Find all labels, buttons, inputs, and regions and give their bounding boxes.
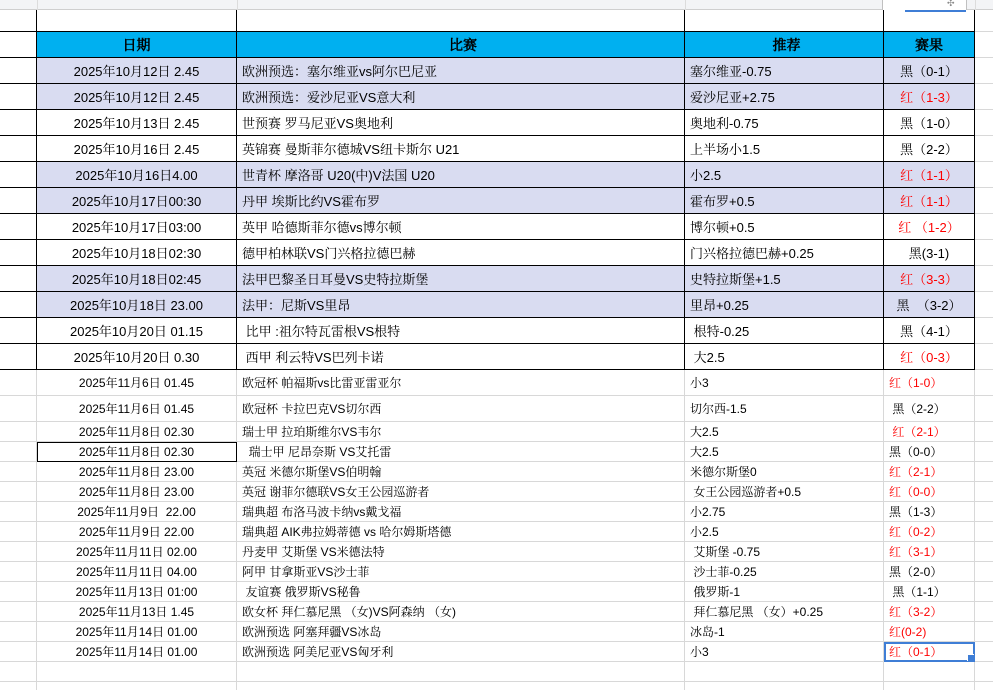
- row-stub-cell[interactable]: [0, 682, 37, 690]
- empty-cell[interactable]: [37, 682, 237, 690]
- date-cell[interactable]: 2025年11月8日 02.30: [37, 442, 237, 462]
- row-stub-cell[interactable]: [0, 162, 37, 188]
- empty-cell[interactable]: [37, 10, 237, 32]
- margin-cell: [975, 522, 993, 542]
- date-cell[interactable]: 2025年10月17日00:30: [37, 188, 237, 214]
- table-row: [0, 582, 993, 602]
- tip-cell[interactable]: 史特拉斯堡+1.5: [685, 266, 884, 292]
- match-cell[interactable]: 德甲柏林联VS门兴格拉德巴赫: [237, 240, 685, 266]
- row-stub-cell[interactable]: [0, 10, 37, 32]
- row-stub-cell[interactable]: [0, 240, 37, 266]
- result-cell[interactable]: 红（1-1）: [884, 188, 975, 214]
- row-stub-cell[interactable]: [0, 602, 37, 622]
- match-cell[interactable]: 阿甲 甘拿斯亚VS沙士菲: [237, 562, 685, 582]
- column-gridline: [37, 0, 38, 10]
- tip-cell[interactable]: 女王公园巡游者+0.5: [685, 482, 884, 502]
- table-row: [0, 162, 993, 188]
- match-cell[interactable]: 瑞典超 AIK弗拉姆蒂德 vs 哈尔姆斯塔德: [237, 522, 685, 542]
- table-row: [0, 110, 993, 136]
- row-stub-cell[interactable]: [0, 522, 37, 542]
- empty-cell[interactable]: [237, 682, 685, 690]
- row-stub-cell[interactable]: [0, 622, 37, 642]
- margin-cell: [975, 542, 993, 562]
- header-cell-match[interactable]: 比赛: [237, 32, 685, 58]
- result-cell[interactable]: 黑（0-1）: [884, 58, 975, 84]
- date-cell[interactable]: 2025年11月8日 02.30: [37, 422, 237, 442]
- tip-cell[interactable]: 上半场小1.5: [685, 136, 884, 162]
- row-stub-cell[interactable]: [0, 482, 37, 502]
- match-cell[interactable]: 英甲 哈德斯菲尔德vs博尔顿: [237, 214, 685, 240]
- row-stub-cell[interactable]: [0, 422, 37, 442]
- margin-cell: [975, 622, 993, 642]
- tip-cell[interactable]: 沙士菲-0.25: [685, 562, 884, 582]
- tip-cell[interactable]: 大2.5: [685, 344, 884, 370]
- table-row: [0, 422, 993, 442]
- date-cell[interactable]: 2025年11月6日 01.45: [37, 396, 237, 422]
- result-cell[interactable]: 红（1-3）: [884, 84, 975, 110]
- row-stub-cell[interactable]: [0, 136, 37, 162]
- tip-cell[interactable]: 门兴格拉德巴赫+0.25: [685, 240, 884, 266]
- empty-cell[interactable]: [884, 682, 975, 690]
- row-stub-cell[interactable]: [0, 110, 37, 136]
- table-row: [0, 542, 993, 562]
- empty-row: [0, 682, 993, 690]
- table-row: [0, 136, 993, 162]
- table-header-row: [0, 32, 993, 58]
- row-stub-cell[interactable]: [0, 344, 37, 370]
- margin-cell: [975, 162, 993, 188]
- table-row: [0, 462, 993, 482]
- table-row: [0, 482, 993, 502]
- date-cell[interactable]: 2025年10月16日 2.45: [37, 136, 237, 162]
- result-cell[interactable]: 黑（2-0）: [884, 562, 975, 582]
- table-row: [0, 602, 993, 622]
- tip-cell[interactable]: 切尔西-1.5: [685, 396, 884, 422]
- row-stub-cell[interactable]: [0, 396, 37, 422]
- empty-cell[interactable]: [237, 10, 685, 32]
- row-stub-cell[interactable]: [0, 662, 37, 682]
- table-row: [0, 562, 993, 582]
- empty-cell[interactable]: [685, 682, 884, 690]
- date-cell[interactable]: 2025年10月13日 2.45: [37, 110, 237, 136]
- tip-cell[interactable]: 拜仁慕尼黑 （女）+0.25: [685, 602, 884, 622]
- date-cell[interactable]: 2025年10月18日02:30: [37, 240, 237, 266]
- table-row: [0, 188, 993, 214]
- result-cell[interactable]: 黑(3-1): [884, 240, 975, 266]
- result-cell[interactable]: 红（0-0）: [884, 482, 975, 502]
- margin-cell: [975, 462, 993, 482]
- header-cell-result[interactable]: 赛果: [884, 32, 975, 58]
- margin-cell: [975, 662, 993, 682]
- margin-cell: [975, 136, 993, 162]
- date-cell[interactable]: 2025年11月14日 01.00: [37, 642, 237, 662]
- tip-cell[interactable]: 奥地利-0.75: [685, 110, 884, 136]
- match-cell[interactable]: 欧冠杯 帕福斯vs比雷亚雷亚尔: [237, 370, 685, 396]
- margin-cell: [975, 110, 993, 136]
- row-stub-cell[interactable]: [0, 318, 37, 344]
- match-cell[interactable]: 欧冠杯 卡拉巴克VS切尔西: [237, 396, 685, 422]
- table-row: [0, 214, 993, 240]
- match-cell[interactable]: 世预赛 罗马尼亚VS奥地利: [237, 110, 685, 136]
- margin-cell: [975, 10, 993, 32]
- empty-row: [0, 662, 993, 682]
- tip-cell[interactable]: 博尔顿+0.5: [685, 214, 884, 240]
- margin-cell: [975, 214, 993, 240]
- row-stub-cell[interactable]: [0, 642, 37, 662]
- table-row: [0, 522, 993, 542]
- match-cell[interactable]: 友谊赛 俄罗斯VS秘鲁: [237, 582, 685, 602]
- margin-cell: [975, 502, 993, 522]
- match-cell[interactable]: 丹甲 埃斯比约VS霍布罗: [237, 188, 685, 214]
- match-cell[interactable]: 欧洲预选：塞尔维亚vs阿尔巴尼亚: [237, 58, 685, 84]
- match-cell[interactable]: 比甲 :祖尔特瓦雷根VS根特: [237, 318, 685, 344]
- tip-cell[interactable]: 冰岛-1: [685, 622, 884, 642]
- tip-cell[interactable]: 米德尔斯堡0: [685, 462, 884, 482]
- table-body: [0, 58, 993, 662]
- match-cell[interactable]: 瑞士甲 尼昂奈斯 VS艾托雷: [237, 442, 685, 462]
- date-cell[interactable]: 2025年11月11日 04.00: [37, 562, 237, 582]
- column-gridline: [975, 0, 976, 10]
- empty-cell[interactable]: [884, 662, 975, 682]
- tip-cell[interactable]: 小2.75: [685, 502, 884, 522]
- match-cell[interactable]: 法甲：尼斯VS里昂: [237, 292, 685, 318]
- margin-cell: [975, 370, 993, 396]
- date-cell[interactable]: 2025年11月8日 23.00: [37, 482, 237, 502]
- result-cell[interactable]: 黑（2-2）: [884, 396, 975, 422]
- tip-cell[interactable]: 大2.5: [685, 422, 884, 442]
- tip-cell[interactable]: 塞尔维亚-0.75: [685, 58, 884, 84]
- match-cell[interactable]: 世青杯 摩洛哥 U20(中)V法国 U20: [237, 162, 685, 188]
- margin-cell: [975, 240, 993, 266]
- top-row-strip: [0, 0, 993, 10]
- margin-cell: [975, 344, 993, 370]
- table-row: [0, 292, 993, 318]
- row-stub-cell[interactable]: [0, 32, 37, 58]
- result-cell[interactable]: 红（0-3）: [884, 344, 975, 370]
- date-cell[interactable]: 2025年11月13日 01:00: [37, 582, 237, 602]
- result-cell[interactable]: 黑（0-0）: [884, 442, 975, 462]
- result-cell[interactable]: 红（1-0）: [884, 370, 975, 396]
- row-stub-cell[interactable]: [0, 502, 37, 522]
- row-stub-cell[interactable]: [0, 462, 37, 482]
- margin-cell: [975, 188, 993, 214]
- margin-cell: [975, 562, 993, 582]
- tip-cell[interactable]: 小3: [685, 370, 884, 396]
- match-cell[interactable]: 丹麦甲 艾斯堡 VS米德法特: [237, 542, 685, 562]
- margin-cell: [975, 602, 993, 622]
- tip-cell[interactable]: 小2.5: [685, 522, 884, 542]
- date-cell[interactable]: 2025年11月9日 22.00: [37, 522, 237, 542]
- date-cell[interactable]: 2025年11月8日 23.00: [37, 462, 237, 482]
- result-cell[interactable]: 红（0-2）: [884, 522, 975, 542]
- table-row: [0, 344, 993, 370]
- tip-cell[interactable]: 霍布罗+0.5: [685, 188, 884, 214]
- result-cell[interactable]: 红（2-1）: [884, 462, 975, 482]
- table-row: [0, 84, 993, 110]
- match-cell[interactable]: 英冠 谢菲尔德联VS女王公园巡游者: [237, 482, 685, 502]
- result-cell[interactable]: 黑（2-2）: [884, 136, 975, 162]
- empty-cell[interactable]: [237, 662, 685, 682]
- result-cell[interactable]: 红 （1-2）: [884, 214, 975, 240]
- header-cell-tip[interactable]: 推荐: [685, 32, 884, 58]
- tip-cell[interactable]: 大2.5: [685, 442, 884, 462]
- margin-cell: [975, 396, 993, 422]
- column-gridline: [685, 0, 686, 10]
- empty-row: [0, 10, 993, 32]
- row-stub-cell[interactable]: [0, 292, 37, 318]
- row-stub-cell[interactable]: [0, 370, 37, 396]
- margin-cell: [975, 266, 993, 292]
- table-row: [0, 396, 993, 422]
- result-cell[interactable]: 红（3-2）: [884, 602, 975, 622]
- row-stub-cell[interactable]: [0, 542, 37, 562]
- margin-cell: [975, 682, 993, 690]
- floating-panel[interactable]: [882, 0, 967, 10]
- match-cell[interactable]: 瑞士甲 拉珀斯维尔VS韦尔: [237, 422, 685, 442]
- table-row: [0, 318, 993, 344]
- tip-cell[interactable]: 里昂+0.25: [685, 292, 884, 318]
- match-cell[interactable]: 欧女杯 拜仁慕尼黑 （女)VS阿森纳 （女): [237, 602, 685, 622]
- table-row: [0, 442, 993, 462]
- tip-cell[interactable]: 根特-0.25: [685, 318, 884, 344]
- match-cell[interactable]: 欧洲预选 阿美尼亚VS匈牙利: [237, 642, 685, 662]
- table: [0, 10, 993, 690]
- row-stub-cell[interactable]: [0, 582, 37, 602]
- date-cell[interactable]: 2025年11月11日 02.00: [37, 542, 237, 562]
- match-cell[interactable]: 欧洲预选：爱沙尼亚VS意大利: [237, 84, 685, 110]
- date-cell[interactable]: 2025年10月20日 0.30: [37, 344, 237, 370]
- table-row: [0, 266, 993, 292]
- match-cell[interactable]: 法甲巴黎圣日耳曼VS史特拉斯堡: [237, 266, 685, 292]
- tip-cell[interactable]: 爱沙尼亚+2.75: [685, 84, 884, 110]
- tip-cell[interactable]: 小3: [685, 642, 884, 662]
- table-row: [0, 240, 993, 266]
- result-cell[interactable]: 红（3-3）: [884, 266, 975, 292]
- margin-cell: [975, 422, 993, 442]
- date-cell[interactable]: 2025年10月18日 23.00: [37, 292, 237, 318]
- table-row: [0, 622, 993, 642]
- result-cell[interactable]: 黑（4-1）: [884, 318, 975, 344]
- row-stub-cell[interactable]: [0, 562, 37, 582]
- tip-cell[interactable]: 小2.5: [685, 162, 884, 188]
- table-row: [0, 502, 993, 522]
- date-cell[interactable]: 2025年10月12日 2.45: [37, 58, 237, 84]
- margin-cell: [975, 32, 993, 58]
- result-cell[interactable]: 红（3-1）: [884, 542, 975, 562]
- date-cell[interactable]: 2025年10月12日 2.45: [37, 84, 237, 110]
- empty-cell[interactable]: [685, 662, 884, 682]
- panel-handle-icon[interactable]: ✣: [947, 0, 955, 8]
- margin-cell: [975, 442, 993, 462]
- margin-cell: [975, 292, 993, 318]
- tip-cell[interactable]: 艾斯堡 -0.75: [685, 542, 884, 562]
- match-cell[interactable]: 英锦赛 曼斯菲尔德城VS纽卡斯尔 U21: [237, 136, 685, 162]
- margin-cell: [975, 84, 993, 110]
- empty-cell[interactable]: [37, 662, 237, 682]
- row-stub-cell[interactable]: [0, 188, 37, 214]
- empty-cell[interactable]: [685, 10, 884, 32]
- date-cell[interactable]: 2025年11月14日 01.00: [37, 622, 237, 642]
- result-cell[interactable]: 红（0-1）: [884, 642, 975, 662]
- margin-cell: [975, 482, 993, 502]
- result-cell[interactable]: 黑（1-0）: [884, 110, 975, 136]
- match-cell[interactable]: 英冠 米德尔斯堡VS伯明翰: [237, 462, 685, 482]
- margin-cell: [975, 642, 993, 662]
- match-cell[interactable]: 欧洲预选 阿塞拜疆VS冰岛: [237, 622, 685, 642]
- date-cell[interactable]: 2025年10月17日03:00: [37, 214, 237, 240]
- result-cell[interactable]: 黑（1-1）: [884, 582, 975, 602]
- table-row: [0, 370, 993, 396]
- result-cell[interactable]: 黑 （3-2）: [884, 292, 975, 318]
- date-cell[interactable]: 2025年11月6日 01.45: [37, 370, 237, 396]
- table-row: [0, 642, 993, 662]
- row-stub-cell[interactable]: [0, 84, 37, 110]
- empty-cell[interactable]: [884, 10, 975, 32]
- result-cell[interactable]: 红（2-1）: [884, 422, 975, 442]
- margin-cell: [975, 58, 993, 84]
- row-stub-cell[interactable]: [0, 442, 37, 462]
- match-cell[interactable]: 西甲 利云特VS巴列卡诺: [237, 344, 685, 370]
- tip-cell[interactable]: 俄罗斯-1: [685, 582, 884, 602]
- margin-cell: [975, 582, 993, 602]
- table-row: [0, 58, 993, 84]
- header-cell-date[interactable]: 日期: [37, 32, 237, 58]
- row-stub-cell[interactable]: [0, 58, 37, 84]
- margin-cell: [975, 318, 993, 344]
- date-cell[interactable]: 2025年10月18日02:45: [37, 266, 237, 292]
- match-cell[interactable]: 瑞典超 布洛马波卡纳vs戴戈福: [237, 502, 685, 522]
- result-cell[interactable]: 红(0-2): [884, 622, 975, 642]
- date-cell[interactable]: 2025年10月16日4.00: [37, 162, 237, 188]
- row-stub-cell[interactable]: [0, 266, 37, 292]
- date-cell[interactable]: 2025年11月9日 22.00: [37, 502, 237, 522]
- date-cell[interactable]: 2025年11月13日 1.45: [37, 602, 237, 622]
- date-cell[interactable]: 2025年10月20日 01.15: [37, 318, 237, 344]
- result-cell[interactable]: 黑（1-3）: [884, 502, 975, 522]
- row-stub-cell[interactable]: [0, 214, 37, 240]
- column-gridline: [237, 0, 238, 10]
- result-cell[interactable]: 红（1-1）: [884, 162, 975, 188]
